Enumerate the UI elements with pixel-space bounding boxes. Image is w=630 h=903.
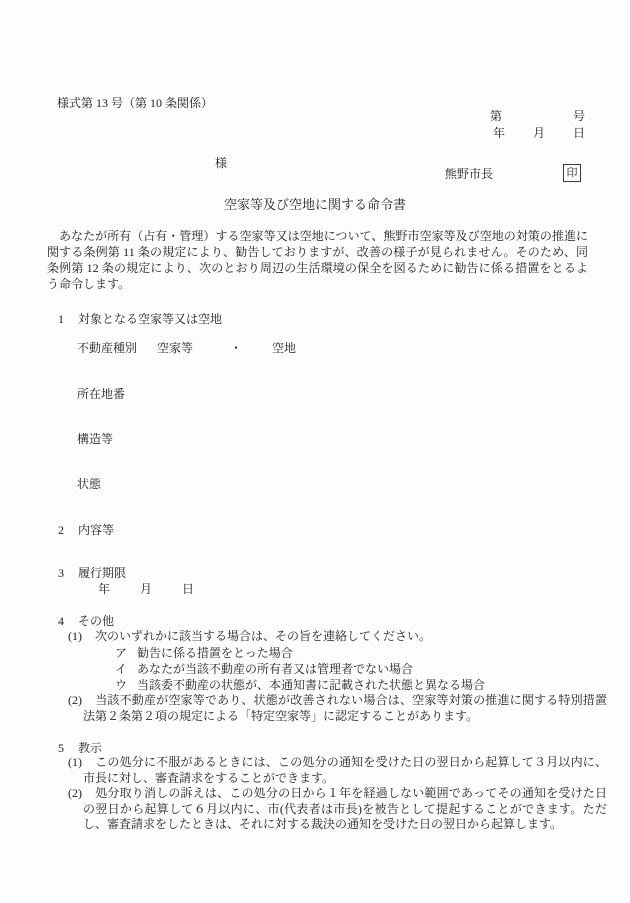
section5-item1-text: この処分に不服があるときには、この処分の通知を受けた日の翌日から起算して３月以内に、市長に対し、審査請求をすることができます。 (83, 755, 607, 785)
seal-mark: 印 (563, 164, 581, 182)
section4-label: その他 (78, 614, 115, 628)
document-number-suffix: 号 (572, 109, 585, 123)
body-paragraph: あなたが所有（占有・管理）する空家等又は空地について、熊野市空家等及び空地の対策の推進に関する条例第 11 条の規定により、勧告しておりますが、改善の様子が見られません。そのため、同条例第 12 条の規定により、次のとおり周辺の生活環境の保全を図るために勧告に係る措置をとるよう命令します。 (47, 229, 588, 291)
section5-number: 5 (58, 741, 64, 755)
date-day-label: 日 (572, 126, 585, 140)
section4-item1-i-text: あなたが当該不動産の所有者又は管理者でない場合 (137, 662, 414, 676)
deadline-day-label: 日 (182, 582, 195, 596)
section4-item2 (68, 693, 607, 724)
section5-heading (58, 740, 102, 756)
section3-label: 履行期限 (78, 566, 127, 580)
section1-number: 1 (58, 312, 64, 326)
deadline-month-label: 月 (140, 582, 153, 596)
field-state-label: 状態 (77, 477, 102, 491)
addressee-honorific: 様 (215, 156, 228, 170)
document-title: 空家等及び空地に関する命令書 (223, 197, 406, 212)
deadline-year-label: 年 (98, 582, 111, 596)
section4-item1 (68, 629, 605, 645)
document-number-line (490, 108, 585, 124)
section5-label: 教示 (78, 741, 103, 755)
section4-item1-u-text: 当該委不動産の状態が、本通知書に記載された状態と異なる場合 (137, 678, 486, 692)
section3-heading (58, 565, 126, 581)
property-type-option-akichi: 空地 (272, 341, 297, 355)
section4-heading (58, 613, 114, 629)
section5-item2 (68, 786, 607, 833)
section4-item1-a (115, 645, 293, 661)
property-type-label: 不動産種別 (77, 341, 138, 355)
section5-item2-text: 処分取り消しの訴えは、この処分の日から１年を経過しない範囲であってその通知を受けた日の翌日から起算して６月以内に、市(代表者は市長)を被告として提起することができます。ただし、審査請求をしたときは、それに対する裁決の通知を受けた日の翌日から起算します。 (83, 786, 607, 832)
section4-item1-a-marker: ア (115, 646, 128, 660)
section4-number: 4 (58, 614, 64, 628)
section2-number: 2 (58, 523, 64, 537)
date-month-label: 月 (532, 126, 545, 140)
date-year-label: 年 (493, 126, 506, 140)
date-line (493, 125, 585, 141)
section4-item1-i (115, 661, 413, 677)
section1-heading (58, 311, 222, 327)
section2-label: 内容等 (78, 523, 115, 537)
field-address-label: 所在地番 (77, 387, 126, 401)
issuer-name: 熊野市長 (445, 167, 494, 181)
field-structure-label: 構造等 (77, 432, 114, 446)
section5-item2-number: (2) (68, 786, 82, 800)
section4-item2-number: (2) (68, 693, 82, 707)
section4-item1-i-marker: イ (115, 662, 128, 676)
section4-item1-text: 次のいずれかに該当する場合は、その旨を連絡してください。 (95, 629, 432, 643)
section5-item1 (68, 755, 607, 786)
section4-item2-text: 当該不動産が空家等であり、状態が改善されない場合は、空家等対策の推進に関する特別措置法第２条第２項の規定による「特定空家等」に認定することがあります。 (83, 693, 607, 723)
section3-number: 3 (58, 566, 64, 580)
form-number-line: 様式第 13 号（第 10 条関係） (57, 96, 214, 110)
section2-heading (58, 522, 114, 538)
section4-item1-u-marker: ウ (115, 678, 128, 692)
document-number-prefix: 第 (490, 109, 503, 123)
section4-item1-u (115, 677, 485, 693)
section1-label: 対象となる空家等又は空地 (78, 312, 223, 326)
section5-item1-number: (1) (68, 755, 82, 769)
section4-item1-number: (1) (68, 629, 82, 643)
property-type-separator: ・ (230, 341, 243, 355)
section4-item1-a-text: 勧告に係る措置をとった場合 (137, 646, 293, 660)
property-type-option-akiya: 空家等 (157, 341, 194, 355)
